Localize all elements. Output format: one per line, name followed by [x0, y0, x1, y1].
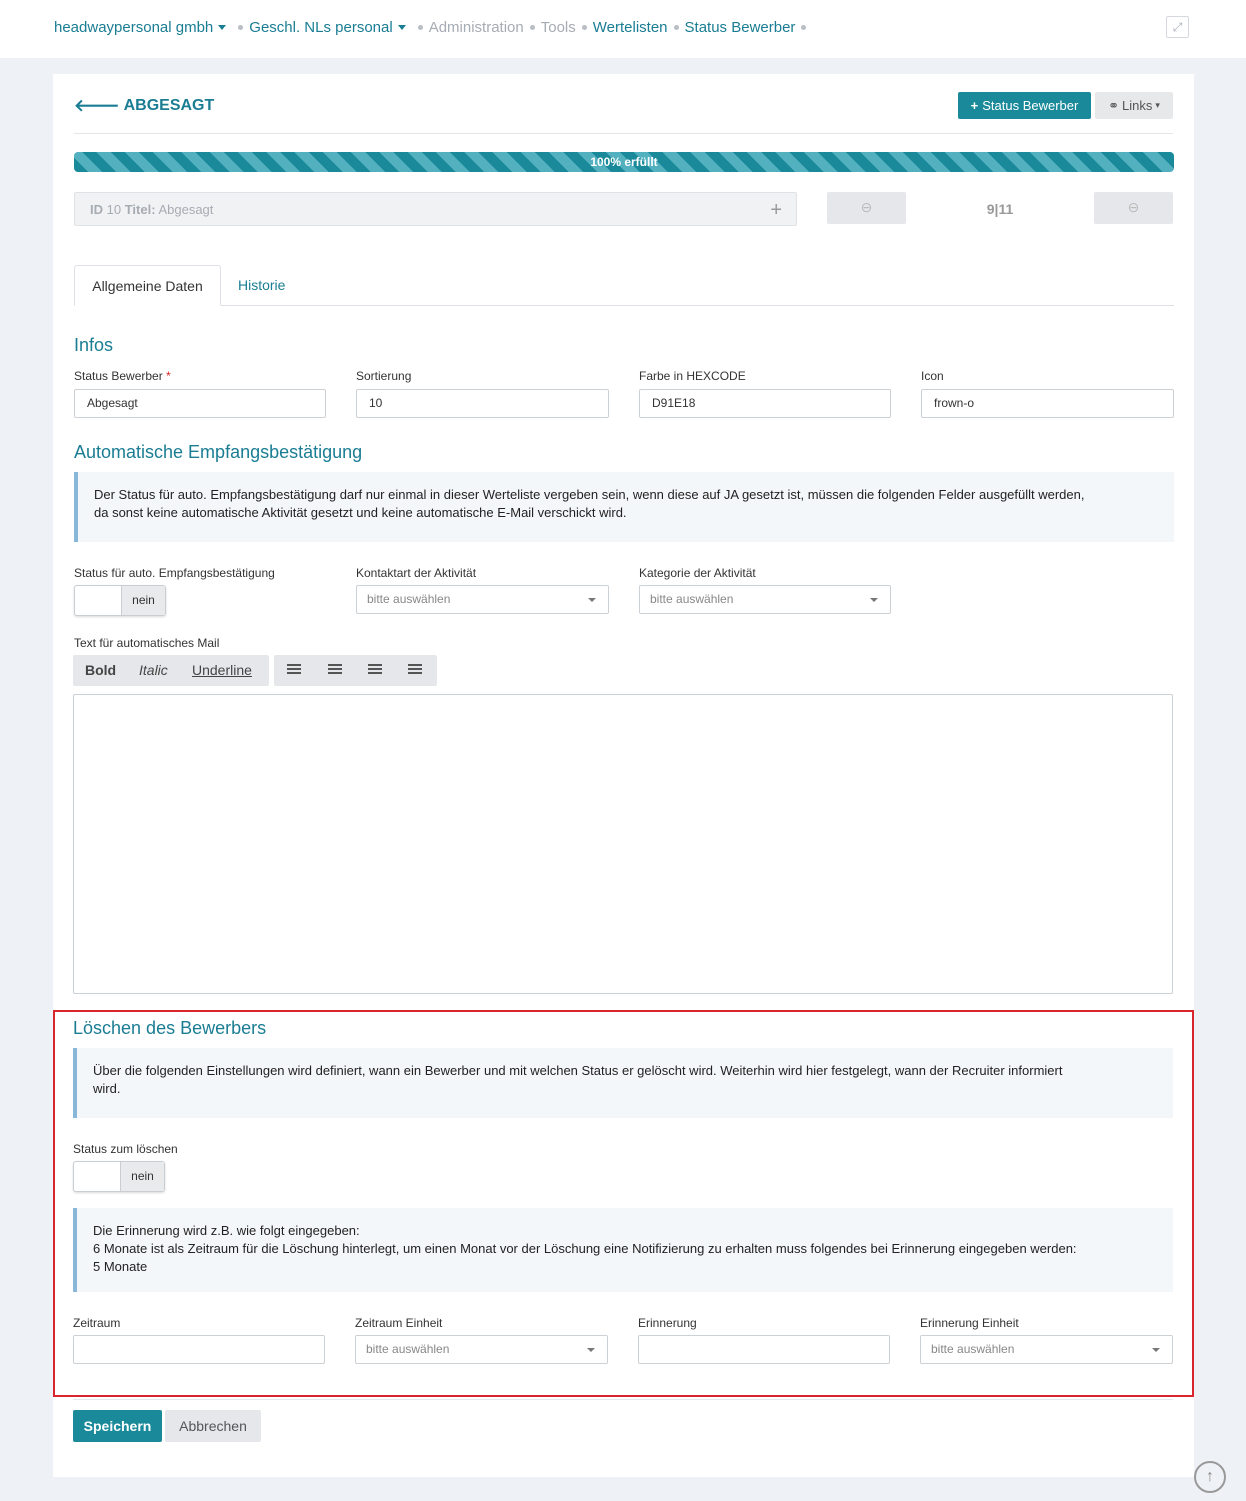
activity-category-label: Kategorie der Aktivität: [639, 566, 756, 580]
record-title-label: Titel:: [124, 202, 156, 217]
hint-text-line: Die Erinnerung wird z.B. wie folgt eingegeben:: [93, 1223, 360, 1238]
period-unit-value: bitte auswählen: [366, 1342, 450, 1356]
sort-label: Sortierung: [356, 369, 412, 383]
auto-confirm-info: [74, 472, 1174, 542]
breadcrumb: [54, 19, 812, 36]
breadcrumb-item-wertelisten[interactable]: Wertelisten: [592, 19, 668, 36]
links-button[interactable]: [1095, 92, 1173, 119]
status-label: [74, 369, 171, 383]
hint-text-line: 5 Monate: [93, 1259, 148, 1274]
scroll-to-top-icon[interactable]: ↑: [1194, 1461, 1226, 1493]
period-unit-select[interactable]: [355, 1335, 608, 1364]
info-text-line: Der Status für auto. Empfangsbestätigung darf nur einmal in dieser Werteliste vergeben sein, wenn diese auf JA gesetzt ist, müssen die folgenden Felder ausgefüllt werden,: [94, 487, 1085, 502]
mail-text-editor[interactable]: [73, 694, 1173, 994]
tab-divider: [74, 305, 1174, 306]
toggle-state: nein: [120, 1162, 164, 1191]
record-id-value: 10: [106, 202, 122, 217]
delete-status-label: Status zum löschen: [73, 1142, 178, 1156]
progress-label: 100% erfüllt: [590, 155, 658, 169]
icon-input[interactable]: frown-o: [921, 389, 1174, 418]
section-heading-infos: Infos: [74, 335, 114, 355]
breadcrumb-separator: [674, 25, 679, 30]
arrow-left-icon[interactable]: 🡐: [74, 96, 120, 115]
info-text-line: Über die folgenden Einstellungen wird definiert, wann ein Bewerber und mit welchen Status er gelöscht wird. Weiterhin wird hier festgelegt, wann der Recruiter informiert: [93, 1063, 1063, 1078]
icon-label: Icon: [921, 369, 944, 383]
chevron-down-icon: [587, 1348, 595, 1352]
status-label-text: Status Bewerber: [74, 369, 163, 383]
underline-button[interactable]: Underline: [192, 662, 252, 678]
breadcrumb-separator: [238, 25, 243, 30]
divider: [73, 1399, 1173, 1400]
add-status-button[interactable]: [958, 92, 1091, 119]
breadcrumb-item-tools: Tools: [540, 19, 576, 36]
cancel-button[interactable]: Abbrechen: [165, 1410, 261, 1442]
period-label: Zeitraum: [73, 1316, 121, 1330]
record-title-value: Abgesagt: [158, 202, 214, 217]
indent-icon[interactable]: [408, 664, 422, 676]
chevron-down-icon: [870, 598, 878, 602]
tab-history[interactable]: Historie: [238, 277, 286, 293]
sort-input[interactable]: 10: [356, 389, 609, 418]
toggle-state: nein: [121, 586, 165, 615]
period-unit-label: Zeitraum Einheit: [355, 1316, 443, 1330]
reminder-hint: [73, 1208, 1173, 1292]
delete-info: [73, 1048, 1173, 1118]
arrow-circle-right-icon: ⊖: [1127, 199, 1140, 215]
section-heading-delete: Löschen des Bewerbers: [73, 1018, 267, 1038]
arrow-circle-left-icon: ⊖: [860, 199, 873, 215]
period-input[interactable]: [73, 1335, 325, 1364]
tab-general[interactable]: Allgemeine Daten: [74, 265, 221, 306]
status-input[interactable]: Abgesagt: [74, 389, 326, 418]
links-button-label: Links: [1122, 98, 1153, 113]
delete-status-toggle[interactable]: [73, 1161, 165, 1192]
outdent-icon[interactable]: [368, 664, 382, 676]
mail-text-label: Text für automatisches Mail: [74, 636, 220, 650]
section-heading-auto-confirm: Automatische Empfangsbestätigung: [74, 442, 363, 462]
add-status-button-label: Status Bewerber: [982, 98, 1079, 113]
reminder-input[interactable]: [638, 1335, 890, 1364]
required-marker: *: [166, 369, 171, 383]
reminder-label: Erinnerung: [638, 1316, 697, 1330]
info-text-line: wird.: [93, 1081, 121, 1096]
breadcrumb-item-branch[interactable]: Geschl. NLs personal: [249, 19, 393, 36]
breadcrumb-item-administration: Administration: [428, 19, 524, 36]
breadcrumb-separator: [582, 25, 587, 30]
bold-button[interactable]: Bold: [85, 662, 117, 678]
top-bar: [0, 0, 1246, 58]
reminder-unit-value: bitte auswählen: [931, 1342, 1015, 1356]
page-title: [74, 96, 214, 116]
contact-type-select[interactable]: [356, 585, 609, 614]
unordered-list-icon[interactable]: [287, 664, 301, 676]
reminder-unit-label: Erinnerung Einheit: [920, 1316, 1019, 1330]
chevron-down-icon: [588, 598, 596, 602]
link-icon: ⚭: [1108, 97, 1119, 113]
list-format-toolbar: [274, 655, 437, 686]
breadcrumb-item-company[interactable]: headwaypersonal gmbh: [54, 19, 214, 36]
auto-confirm-status-label: Status für auto. Empfangsbestätigung: [74, 566, 275, 580]
auto-confirm-toggle[interactable]: [74, 585, 166, 616]
record-position: 9|11: [986, 201, 1014, 217]
record-id-field[interactable]: [74, 192, 797, 226]
text-format-toolbar: [73, 655, 269, 686]
reminder-unit-select[interactable]: [920, 1335, 1173, 1364]
expand-icon[interactable]: ⤢: [1166, 16, 1189, 38]
chevron-down-icon[interactable]: [218, 25, 226, 30]
breadcrumb-separator: [801, 25, 806, 30]
progress-bar: [74, 152, 1174, 172]
chevron-down-icon: [1152, 1348, 1160, 1352]
breadcrumb-separator: [530, 25, 535, 30]
breadcrumb-separator: [418, 25, 423, 30]
hint-text-line: 6 Monate ist als Zeitraum für die Löschung hinterlegt, um einen Monat vor der Löschung eine Notifizierung zu erhalten muss folgendes bei Erinnerung eingegeben werden:: [93, 1241, 1077, 1256]
activity-category-value: bitte auswählen: [650, 592, 734, 606]
info-text-line: da sonst keine automatische Aktivität gesetzt und keine automatische E-Mail verschickt wird.: [94, 505, 627, 520]
plus-icon[interactable]: +: [770, 199, 782, 221]
page-title-text: ABGESAGT: [123, 97, 215, 114]
italic-button[interactable]: Italic: [139, 662, 168, 678]
save-button[interactable]: Speichern: [73, 1410, 162, 1442]
contact-type-value: bitte auswählen: [367, 592, 451, 606]
previous-record-button[interactable]: [827, 192, 906, 224]
next-record-button[interactable]: [1094, 192, 1173, 224]
contact-type-label: Kontaktart der Aktivität: [356, 566, 477, 580]
plus-icon: +: [970, 98, 979, 113]
color-label: Farbe in HEXCODE: [639, 369, 746, 383]
ordered-list-icon[interactable]: [328, 664, 342, 676]
chevron-down-icon[interactable]: [398, 25, 406, 30]
activity-category-select[interactable]: [639, 585, 891, 614]
divider: [74, 133, 1173, 134]
record-id-label: ID: [90, 202, 103, 217]
breadcrumb-item-status-bewerber[interactable]: Status Bewerber: [684, 19, 796, 36]
color-input[interactable]: D91E18: [639, 389, 891, 418]
chevron-down-icon: ▾: [1155, 100, 1160, 110]
